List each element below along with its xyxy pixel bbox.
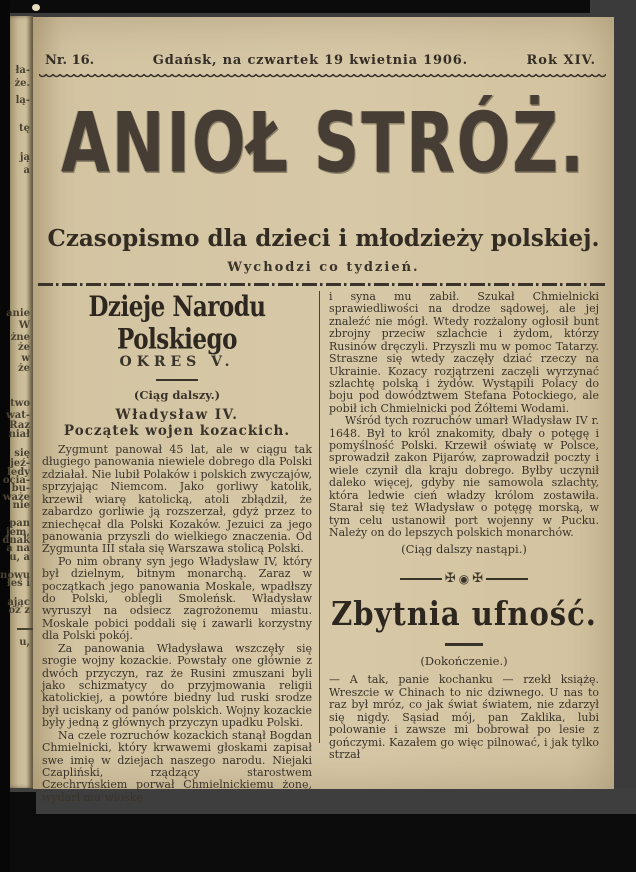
article-paragraph: Wśród tych rozruchów umarł Władysław IV r. 1648. Był to król znakomity, dbały o potęgę i pomyślność Polski. Krzewił oświatę w Polsce, sprowadził zakon Pijarów, zaprowadził poczty i wiele czynił dla kraju dobrego. Byłby uczynił daleko więcej, gdyby nie samowola szlachty, która ledwie cień władzy królom zostawiła. Starał się też Władysław o potęgę morską, w tym celu ustanowił port wojenny w Pucku. Należy on do lepszych polskich monarchów. — [329, 414, 599, 540]
edge-text-fragment: niał — [8, 429, 30, 440]
continuation-note: (Ciąg dalszy.) — [133, 388, 221, 402]
edge-text-fragment: ocia- — [2, 475, 30, 486]
article-paragraph: Po nim obrany syn jego Władysław IV, który był dzielnym, bitnym monarchą. Zaraz w początkach jego panowania Moskale, wpadłszy do Polski, oblegli Smoleńsk. Władysław wyruszył na odsiecz zagrożonemu miastu. Moskale pobici poddali się i zawarli korzystny dla Polski pokój. — [42, 554, 312, 643]
newspaper-page — [33, 17, 614, 804]
dashdot-rule-divider — [38, 283, 607, 286]
volume-label: Rok XIV. — [526, 53, 596, 68]
left-column — [42, 291, 319, 804]
edge-text-fragment: łeś i — [6, 578, 30, 589]
masthead-meta-row — [45, 53, 596, 68]
ornament-line — [486, 578, 528, 580]
edge-text-fragment: pan — [9, 518, 30, 529]
issue-number: Nr. 16. — [45, 53, 95, 68]
scan-top-bar — [0, 0, 590, 13]
article-paragraph: Za panowania Władysława wszczęły się srogie wojny kozackie. Powstały one głównie z dwóch przyczyn, raz że Rusini zmuszani byli jako schizmatycy do przyjmowania religii katolickiej, a powtóre biedny lud ruski srodze był uciskany od panów polskich. Wojny kozackie były jedną z głównych przyczyn upadku Polski. — [42, 641, 312, 730]
edge-text-fragment: ledy — [7, 467, 30, 478]
circle-ornament-icon: ◉ — [458, 571, 470, 586]
article-paragraph: Zygmunt panował 45 lat, ale w ciągu tak długiego panowania niewiele dobrego dla Polski zdziałał. Nie lubił Polaków i polskich zwyczajów, sprzyjając Niemcom. Jako gorliwy katolik, krzewił wiarę katolicką, atoli zbłądził, że zabardzo gorliwie ją rozszerzał, gdyż przez to zniechęcał dla Polski Kozaków. Jezuici za jego panowania przyszli do wielkiego znaczenia. Od Zygmunta III stała się Warszawa stolicą Polski. — [42, 443, 312, 556]
masthead-subtitle: Czasopismo dla dzieci i młodzieży polskiej. — [47, 225, 600, 252]
wavy-rule-divider — [39, 74, 606, 79]
edge-text-fragment: bu- — [11, 483, 30, 494]
story-title: Zbytnia ufność. — [331, 595, 597, 634]
history-article-title: Dzieje Narodu Polskiego — [88, 291, 266, 356]
edge-text-fragment: lą- — [15, 95, 30, 106]
frequency-note: Wychodzi co tydzień. — [227, 260, 420, 275]
end-note: (Ciąg dalszy nastąpi.) — [401, 542, 527, 557]
cross-ornament-icon: ✠ — [472, 571, 484, 587]
story-part-note: (Dokończenie.) — [420, 654, 508, 669]
edge-text-fragment: jeź- — [10, 458, 30, 469]
edge-text-fragment: że — [17, 342, 30, 353]
edge-text-fragment: że — [17, 363, 30, 374]
edge-text-fragment: ła- — [15, 65, 30, 76]
right-column — [320, 290, 599, 761]
story-paragraph: — A tak, panie kochanku — rzekł książę. Wreszcie w Chinach to nic dziwnego. U nas to raz był mróz, co jak świat światem, nie zdarzył się nigdy. Sąsiad mój, pan Zaklika, lubi polowanie i zawsze mi bobrował po lesie z gończymi. Kazałem go więc pilnować, i jak tylko strzał — [329, 673, 599, 761]
article-columns — [42, 290, 599, 804]
edge-text-fragment: ją — [19, 152, 30, 163]
edge-text-fragment: Raz — [9, 420, 30, 431]
short-rule — [156, 379, 198, 381]
edge-text-fragment: a na — [6, 543, 30, 554]
edge-text-fragment: wat- — [6, 410, 30, 421]
edge-text-fragment: W — [18, 320, 30, 331]
thick-short-rule — [445, 643, 483, 646]
left-page-edge — [0, 16, 33, 788]
edge-text-fragment: dnak — [2, 535, 30, 546]
edge-text-fragment: jem, — [5, 527, 30, 538]
scan-bottom-bar — [0, 814, 636, 872]
ornament-line — [400, 578, 442, 580]
paper-speck — [32, 4, 40, 11]
edge-text-fragment: two — [10, 398, 30, 409]
edge-text-fragment: żne — [10, 332, 30, 343]
edge-text-fragment: nowu — [0, 570, 30, 581]
edge-text-fragment: anie — [6, 308, 30, 319]
edge-text-fragment: oż z — [8, 605, 30, 616]
edge-text-fragment: a — [23, 165, 30, 176]
cross-ornament-icon: ✠ — [444, 571, 456, 587]
edge-text-fragment: w — [21, 353, 30, 364]
edge-text-fragment: że. — [14, 78, 30, 89]
dateline: Gdańsk, na czwartek 19 kwietnia 1906. — [152, 53, 468, 68]
chapter-heading: Władysław IV. — [115, 407, 239, 423]
edge-text-fragment: u, a — [9, 552, 30, 563]
edge-text-fragment: się — [14, 448, 30, 459]
masthead-title: ANIOŁ STRÓŻ. — [61, 95, 586, 192]
scan-bottom-left-block — [10, 792, 36, 872]
article-paragraph: i syna mu zabił. Szukał Chmielnicki sprawiedliwości na drodze sądowej, ale jej znaleźć nie mógł. Wtedy rozżalony ogłosił bunt zbrojny przeciw szlachcie i żydom, którzy Rusinów dręczyli. Przyszli mu w pomoc Tatarzy. Straszne się wtedy zaczęły dziać rzeczy na Ukrainie. Kozacy rozjątrzeni zaczęli wyrzynać szlachtę polską i żydów. Wystąpili Polacy do boju pod dowództwem Stefana Potockiego, ale pobił ich Chmielnicki pod Żółtemi Wodami. — [329, 290, 599, 415]
edge-text-fragment: waże — [2, 492, 30, 503]
edge-text-fragment: nie — [12, 500, 30, 511]
ornament-divider — [329, 572, 599, 585]
section-label: OKRES V. — [119, 354, 235, 370]
edge-text-fragment: u, — [19, 637, 30, 648]
edge-text-fragment: ając — [7, 597, 30, 608]
chapter-subheading: Początek wojen kozackich. — [63, 423, 291, 439]
edge-rule — [17, 628, 33, 630]
article-paragraph: Na czele rozruchów kozackich stanął Bogdan Chmielnicki, który krwawemi głoskami zapisał swe imię w dziejach naszego narodu. Niejaki Czapliński, rządzący starostwem Czechryńskiem porwał Chmielnickiemu żonę, wydarł mu wioskę — [42, 728, 312, 804]
edge-text-fragment: tę — [19, 123, 30, 134]
